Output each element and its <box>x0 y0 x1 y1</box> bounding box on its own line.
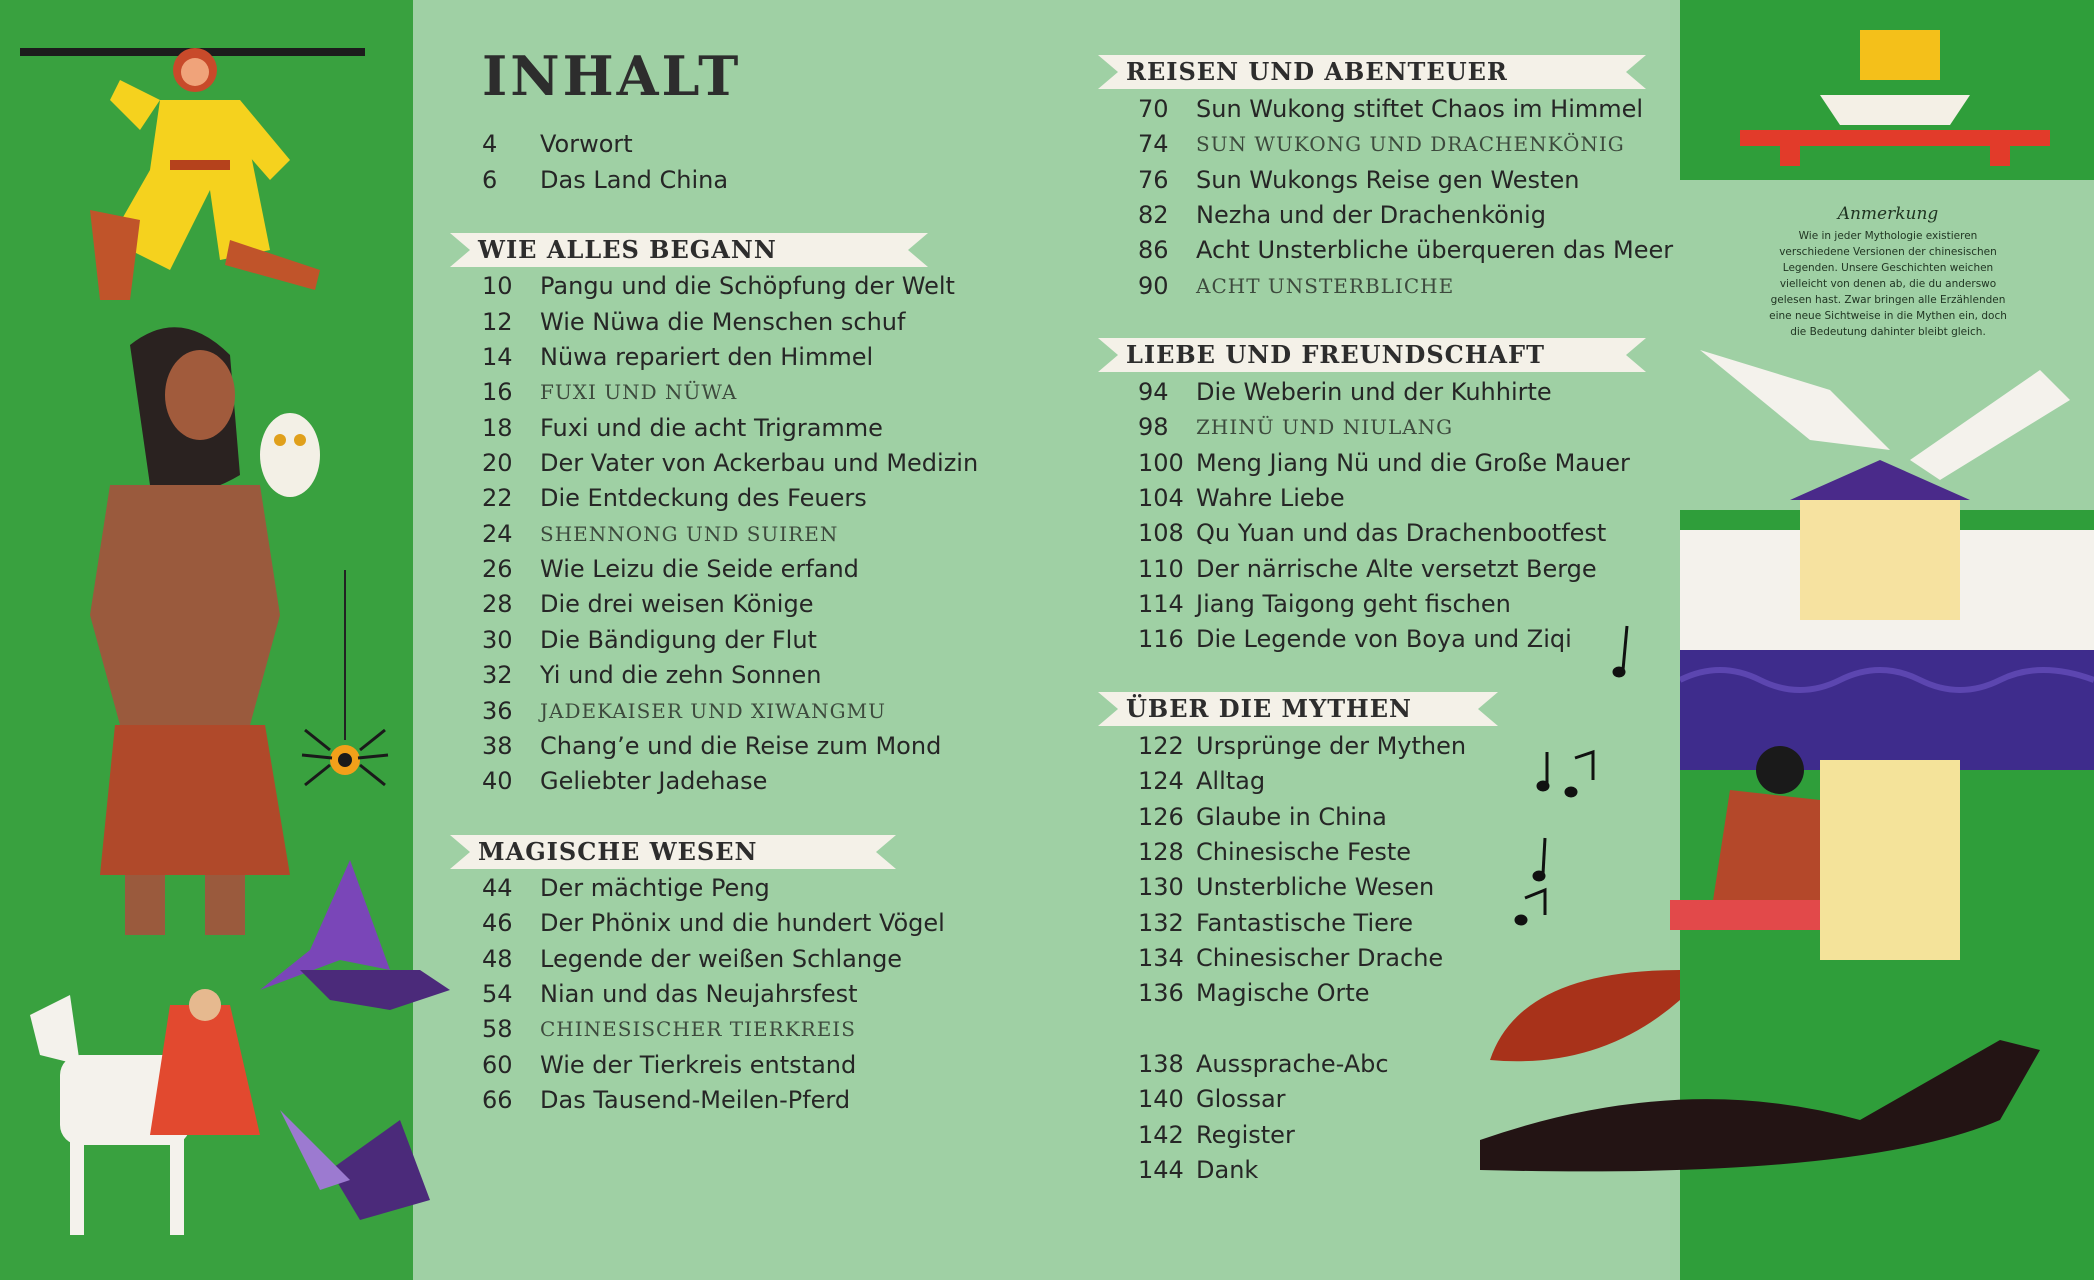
entry-title: Das Land China <box>540 166 729 194</box>
entry-title: SHENNONG UND SUIREN <box>540 522 839 546</box>
entry-title: Fuxi und die acht Trigramme <box>540 414 883 442</box>
page-number: 32 <box>482 661 513 689</box>
page-number: 14 <box>482 343 513 371</box>
page-number: 128 <box>1138 838 1184 866</box>
section-ribbon <box>1098 55 1646 89</box>
entry-title: Jiang Taigong geht fischen <box>1196 590 1511 618</box>
entry-title: Magische Orte <box>1196 979 1370 1007</box>
page-number: 98 <box>1138 413 1169 441</box>
note-box <box>1766 204 2010 340</box>
entry-title: Das Tausend-Meilen-Pferd <box>540 1086 851 1114</box>
entry-title: JADEKAISER UND XIWANGMU <box>540 699 886 723</box>
page-number: 38 <box>482 732 513 760</box>
toc-column-left <box>478 127 1042 1127</box>
entry-title: Wie Nüwa die Menschen schuf <box>540 308 906 336</box>
page-number: 142 <box>1138 1121 1184 1149</box>
page-number: 86 <box>1138 236 1169 264</box>
entry-title: FUXI UND NÜWA <box>540 380 738 404</box>
page-number: 36 <box>482 697 513 725</box>
entry-title: Ursprünge der Mythen <box>1196 732 1467 760</box>
entry-title: Die Legende von Boya und Ziqi <box>1196 625 1572 653</box>
page-number: 94 <box>1138 378 1169 406</box>
note-body: Wie in jeder Mythologie existieren verschiedene Versionen der chinesischen Legenden. Unsere Geschichten weichen vielleicht von denen ab, die du anderswo gelesen hast. Zwar bringen alle Erzählenden eine neue Sichtweise in die Mythen ein, doch die Bedeutung dahinter bleibt gleich. <box>1769 230 2007 338</box>
page-number: 16 <box>482 378 513 406</box>
entry-title: Meng Jiang Nü und die Große Mauer <box>1196 449 1630 477</box>
gold-ingots-illustration <box>1740 20 2050 170</box>
section-heading: MAGISCHE WESEN <box>478 837 758 866</box>
entry-title: Wie der Tierkreis entstand <box>540 1051 857 1079</box>
entry-title: Die Bändigung der Flut <box>540 626 817 654</box>
section-ribbon <box>1098 338 1646 372</box>
page-number: 134 <box>1138 944 1184 972</box>
page-number: 26 <box>482 555 513 583</box>
page-number: 122 <box>1138 732 1184 760</box>
entry-title: Qu Yuan und das Drachenbootfest <box>1196 519 1607 547</box>
section-heading: ÜBER DIE MYTHEN <box>1126 694 1412 723</box>
page-number: 44 <box>482 874 513 902</box>
page-number: 90 <box>1138 272 1169 300</box>
entry-title: Nüwa repariert den Himmel <box>540 343 874 371</box>
entry-title: Alltag <box>1196 767 1266 795</box>
entry-title: Vorwort <box>540 130 633 158</box>
entry-title: Glossar <box>1196 1085 1286 1113</box>
page-number: 136 <box>1138 979 1184 1007</box>
entry-title: Glaube in China <box>1196 803 1387 831</box>
page-number: 54 <box>482 980 513 1008</box>
entry-title: Aussprache-Abc <box>1196 1050 1389 1078</box>
entry-title: Dank <box>1196 1156 1259 1184</box>
section-ribbon <box>450 233 928 267</box>
page-number: 6 <box>482 166 498 194</box>
entry-title: Der mächtige Peng <box>540 874 770 902</box>
entry-title: Acht Unsterbliche überqueren das Meer <box>1196 236 1674 264</box>
page-number: 108 <box>1138 519 1184 547</box>
entry-title: ACHT UNSTERBLICHE <box>1196 274 1455 298</box>
page-number: 12 <box>482 308 513 336</box>
entry-title: Sun Wukong stiftet Chaos im Himmel <box>1196 95 1644 123</box>
music-notes-icon <box>1505 620 1655 940</box>
entry-title: Unsterbliche Wesen <box>1196 873 1435 901</box>
entry-title: Die Entdeckung des Feuers <box>540 484 867 512</box>
section-heading: LIEBE UND FREUNDSCHAFT <box>1126 340 1545 369</box>
page-number: 70 <box>1138 95 1169 123</box>
page-number: 10 <box>482 272 513 300</box>
entry-title: Der Phönix und die hundert Vögel <box>540 909 945 937</box>
page-number: 124 <box>1138 767 1184 795</box>
entry-title: Fantastische Tiere <box>1196 909 1413 937</box>
entry-title: CHINESISCHER TIERKREIS <box>540 1017 856 1041</box>
page-number: 18 <box>482 414 513 442</box>
page-number: 60 <box>482 1051 513 1079</box>
entry-title: Pangu und die Schöpfung der Welt <box>540 272 955 300</box>
entry-title: Chinesische Feste <box>1196 838 1412 866</box>
page-number: 144 <box>1138 1156 1184 1184</box>
page-number: 30 <box>482 626 513 654</box>
page-number: 132 <box>1138 909 1184 937</box>
section-heading: REISEN UND ABENTEUER <box>1126 57 1508 86</box>
entry-title: Der närrische Alte versetzt Berge <box>1196 555 1597 583</box>
page-number: 40 <box>482 767 513 795</box>
sage-on-llama-illustration <box>30 985 280 1245</box>
page-number: 82 <box>1138 201 1169 229</box>
entry-title: Nezha und der Drachenkönig <box>1196 201 1546 229</box>
page-number: 116 <box>1138 625 1184 653</box>
entry-title: Die Weberin und der Kuhhirte <box>1196 378 1552 406</box>
page-number: 138 <box>1138 1050 1184 1078</box>
page-number: 100 <box>1138 449 1184 477</box>
entry-title: Geliebter Jadehase <box>540 767 768 795</box>
entry-title: Nian und das Neujahrsfest <box>540 980 858 1008</box>
entry-title: Register <box>1196 1121 1295 1149</box>
page-number: 28 <box>482 590 513 618</box>
monkey-king-illustration <box>20 40 370 330</box>
page-number: 58 <box>482 1015 513 1043</box>
page-number: 74 <box>1138 130 1169 158</box>
entry-title: Wie Leizu die Seide erfand <box>540 555 859 583</box>
entry-title: Der Vater von Ackerbau und Medizin <box>540 449 979 477</box>
entry-title: Chang’e und die Reise zum Mond <box>540 732 942 760</box>
page-number: 22 <box>482 484 513 512</box>
page-number: 140 <box>1138 1085 1184 1113</box>
page-number: 110 <box>1138 555 1184 583</box>
entry-title: Wahre Liebe <box>1196 484 1345 512</box>
page-number: 114 <box>1138 590 1184 618</box>
entry-title: Legende der weißen Schlange <box>540 945 903 973</box>
page-number: 66 <box>482 1086 513 1114</box>
page-number: 20 <box>482 449 513 477</box>
section-ribbon <box>1098 692 1498 726</box>
page-number: 24 <box>482 520 513 548</box>
entry-title: Chinesischer Drache <box>1196 944 1444 972</box>
page-title: INHALT <box>482 44 742 108</box>
spider-icon <box>300 570 390 830</box>
entry-title: Sun Wukongs Reise gen Westen <box>1196 166 1580 194</box>
entry-title: SUN WUKONG UND DRACHENKÖNIG <box>1196 132 1625 156</box>
section-heading: WIE ALLES BEGANN <box>478 235 777 264</box>
page-number: 46 <box>482 909 513 937</box>
section-ribbon <box>450 835 896 869</box>
note-heading: Anmerkung <box>1837 204 1939 224</box>
page-number: 126 <box>1138 803 1184 831</box>
entry-title: ZHINÜ UND NIULANG <box>1196 415 1454 439</box>
page-number: 76 <box>1138 166 1169 194</box>
page-number: 48 <box>482 945 513 973</box>
entry-title: Yi und die zehn Sonnen <box>540 661 822 689</box>
page-number: 4 <box>482 130 498 158</box>
page-number: 104 <box>1138 484 1184 512</box>
entry-title: Die drei weisen Könige <box>540 590 814 618</box>
page-number: 130 <box>1138 873 1184 901</box>
